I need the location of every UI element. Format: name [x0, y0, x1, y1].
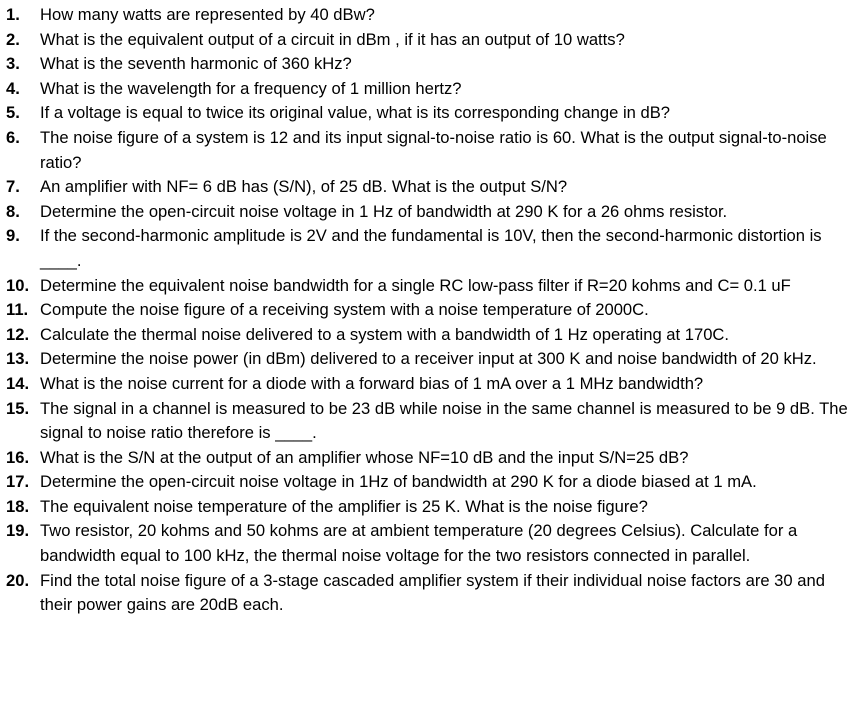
question-text: What is the equivalent output of a circuit in dBm , if it has an output of 10 watts?	[40, 29, 625, 49]
question-number: 16.	[6, 447, 30, 467]
question-item-14	[6, 372, 856, 397]
question-text: The noise figure of a system is 12 and its input signal-to-noise ratio is 60. What is the output signal-to-noise ratio?	[40, 127, 827, 172]
question-item-18	[6, 495, 856, 520]
question-text: Two resistor, 20 kohms and 50 kohms are at ambient temperature (20 degrees Celsius). Calculate for a bandwidth equal to 100 kHz, the thermal noise voltage for the two resistors connected in parallel.	[40, 521, 798, 566]
question-number: 12.	[6, 324, 30, 344]
question-item-17	[6, 470, 856, 495]
question-text: What is the S/N at the output of an amplifier whose NF=10 dB and the input S/N=25 dB?	[40, 447, 689, 467]
question-text: Compute the noise figure of a receiving system with a noise temperature of 2000C.	[40, 300, 649, 320]
question-item-13	[6, 347, 856, 372]
question-text: Determine the open-circuit noise voltage in 1 Hz of bandwidth at 290 K for a 26 ohms resistor.	[40, 201, 728, 221]
question-number: 17.	[6, 472, 30, 492]
question-item-10	[6, 274, 856, 299]
question-number: 19.	[6, 521, 30, 541]
question-text: If the second-harmonic amplitude is 2V and the fundamental is 10V, then the second-harmonic distortion is ____.	[40, 226, 822, 270]
question-list	[6, 3, 856, 618]
question-number: 2.	[6, 29, 20, 49]
question-item-5	[6, 101, 856, 126]
question-item-1	[6, 3, 856, 28]
question-text: The equivalent noise temperature of the amplifier is 25 K. What is the noise figure?	[40, 496, 648, 516]
question-number: 8.	[6, 201, 20, 221]
question-item-12	[6, 323, 856, 348]
question-text: What is the noise current for a diode with a forward bias of 1 mA over a 1 MHz bandwidth?	[40, 373, 704, 393]
question-item-19	[6, 519, 856, 568]
question-item-3	[6, 52, 856, 77]
question-item-15	[6, 397, 856, 446]
question-item-20	[6, 569, 856, 618]
question-number: 7.	[6, 177, 20, 197]
question-number: 3.	[6, 54, 20, 74]
question-text: How many watts are represented by 40 dBw?	[40, 5, 375, 24]
question-number: 6.	[6, 127, 20, 147]
question-item-6	[6, 126, 856, 175]
question-number: 20.	[6, 570, 30, 590]
question-number: 13.	[6, 349, 30, 369]
question-item-4	[6, 77, 856, 102]
question-item-8	[6, 200, 856, 225]
question-number: 15.	[6, 398, 30, 418]
question-text: If a voltage is equal to twice its original value, what is its corresponding change in dB?	[40, 103, 670, 123]
question-number: 14.	[6, 373, 30, 393]
question-number: 5.	[6, 103, 20, 123]
question-number: 4.	[6, 78, 20, 98]
question-number: 10.	[6, 275, 30, 295]
question-item-7	[6, 175, 856, 200]
question-text: Determine the noise power (in dBm) delivered to a receiver input at 300 K and noise bandwidth of 20 kHz.	[40, 349, 817, 369]
question-number: 1.	[6, 5, 20, 24]
question-text: Calculate the thermal noise delivered to a system with a bandwidth of 1 Hz operating at 170C.	[40, 324, 730, 344]
question-number: 9.	[6, 226, 20, 246]
question-text: What is the wavelength for a frequency of 1 million hertz?	[40, 78, 462, 98]
question-text: Determine the open-circuit noise voltage in 1Hz of bandwidth at 290 K for a diode biased at 1 mA.	[40, 472, 757, 492]
question-number: 18.	[6, 496, 30, 516]
question-text: Determine the equivalent noise bandwidth for a single RC low-pass filter if R=20 kohms and C= 0.1 uF	[40, 275, 791, 295]
question-text: What is the seventh harmonic of 360 kHz?	[40, 54, 352, 74]
question-item-16	[6, 446, 856, 471]
question-text: Find the total noise figure of a 3-stage cascaded amplifier system if their individual noise factors are 30 and their power gains are 20dB each.	[40, 570, 825, 615]
question-item-2	[6, 28, 856, 53]
question-item-11	[6, 298, 856, 323]
question-text: The signal in a channel is measured to be 23 dB while noise in the same channel is measured to be 9 dB. The signal to noise ratio therefore is ____.	[40, 398, 848, 443]
question-text: An amplifier with NF= 6 dB has (S/N), of 25 dB. What is the output S/N?	[40, 177, 568, 197]
question-number: 11.	[6, 300, 29, 320]
question-item-9	[6, 224, 856, 273]
